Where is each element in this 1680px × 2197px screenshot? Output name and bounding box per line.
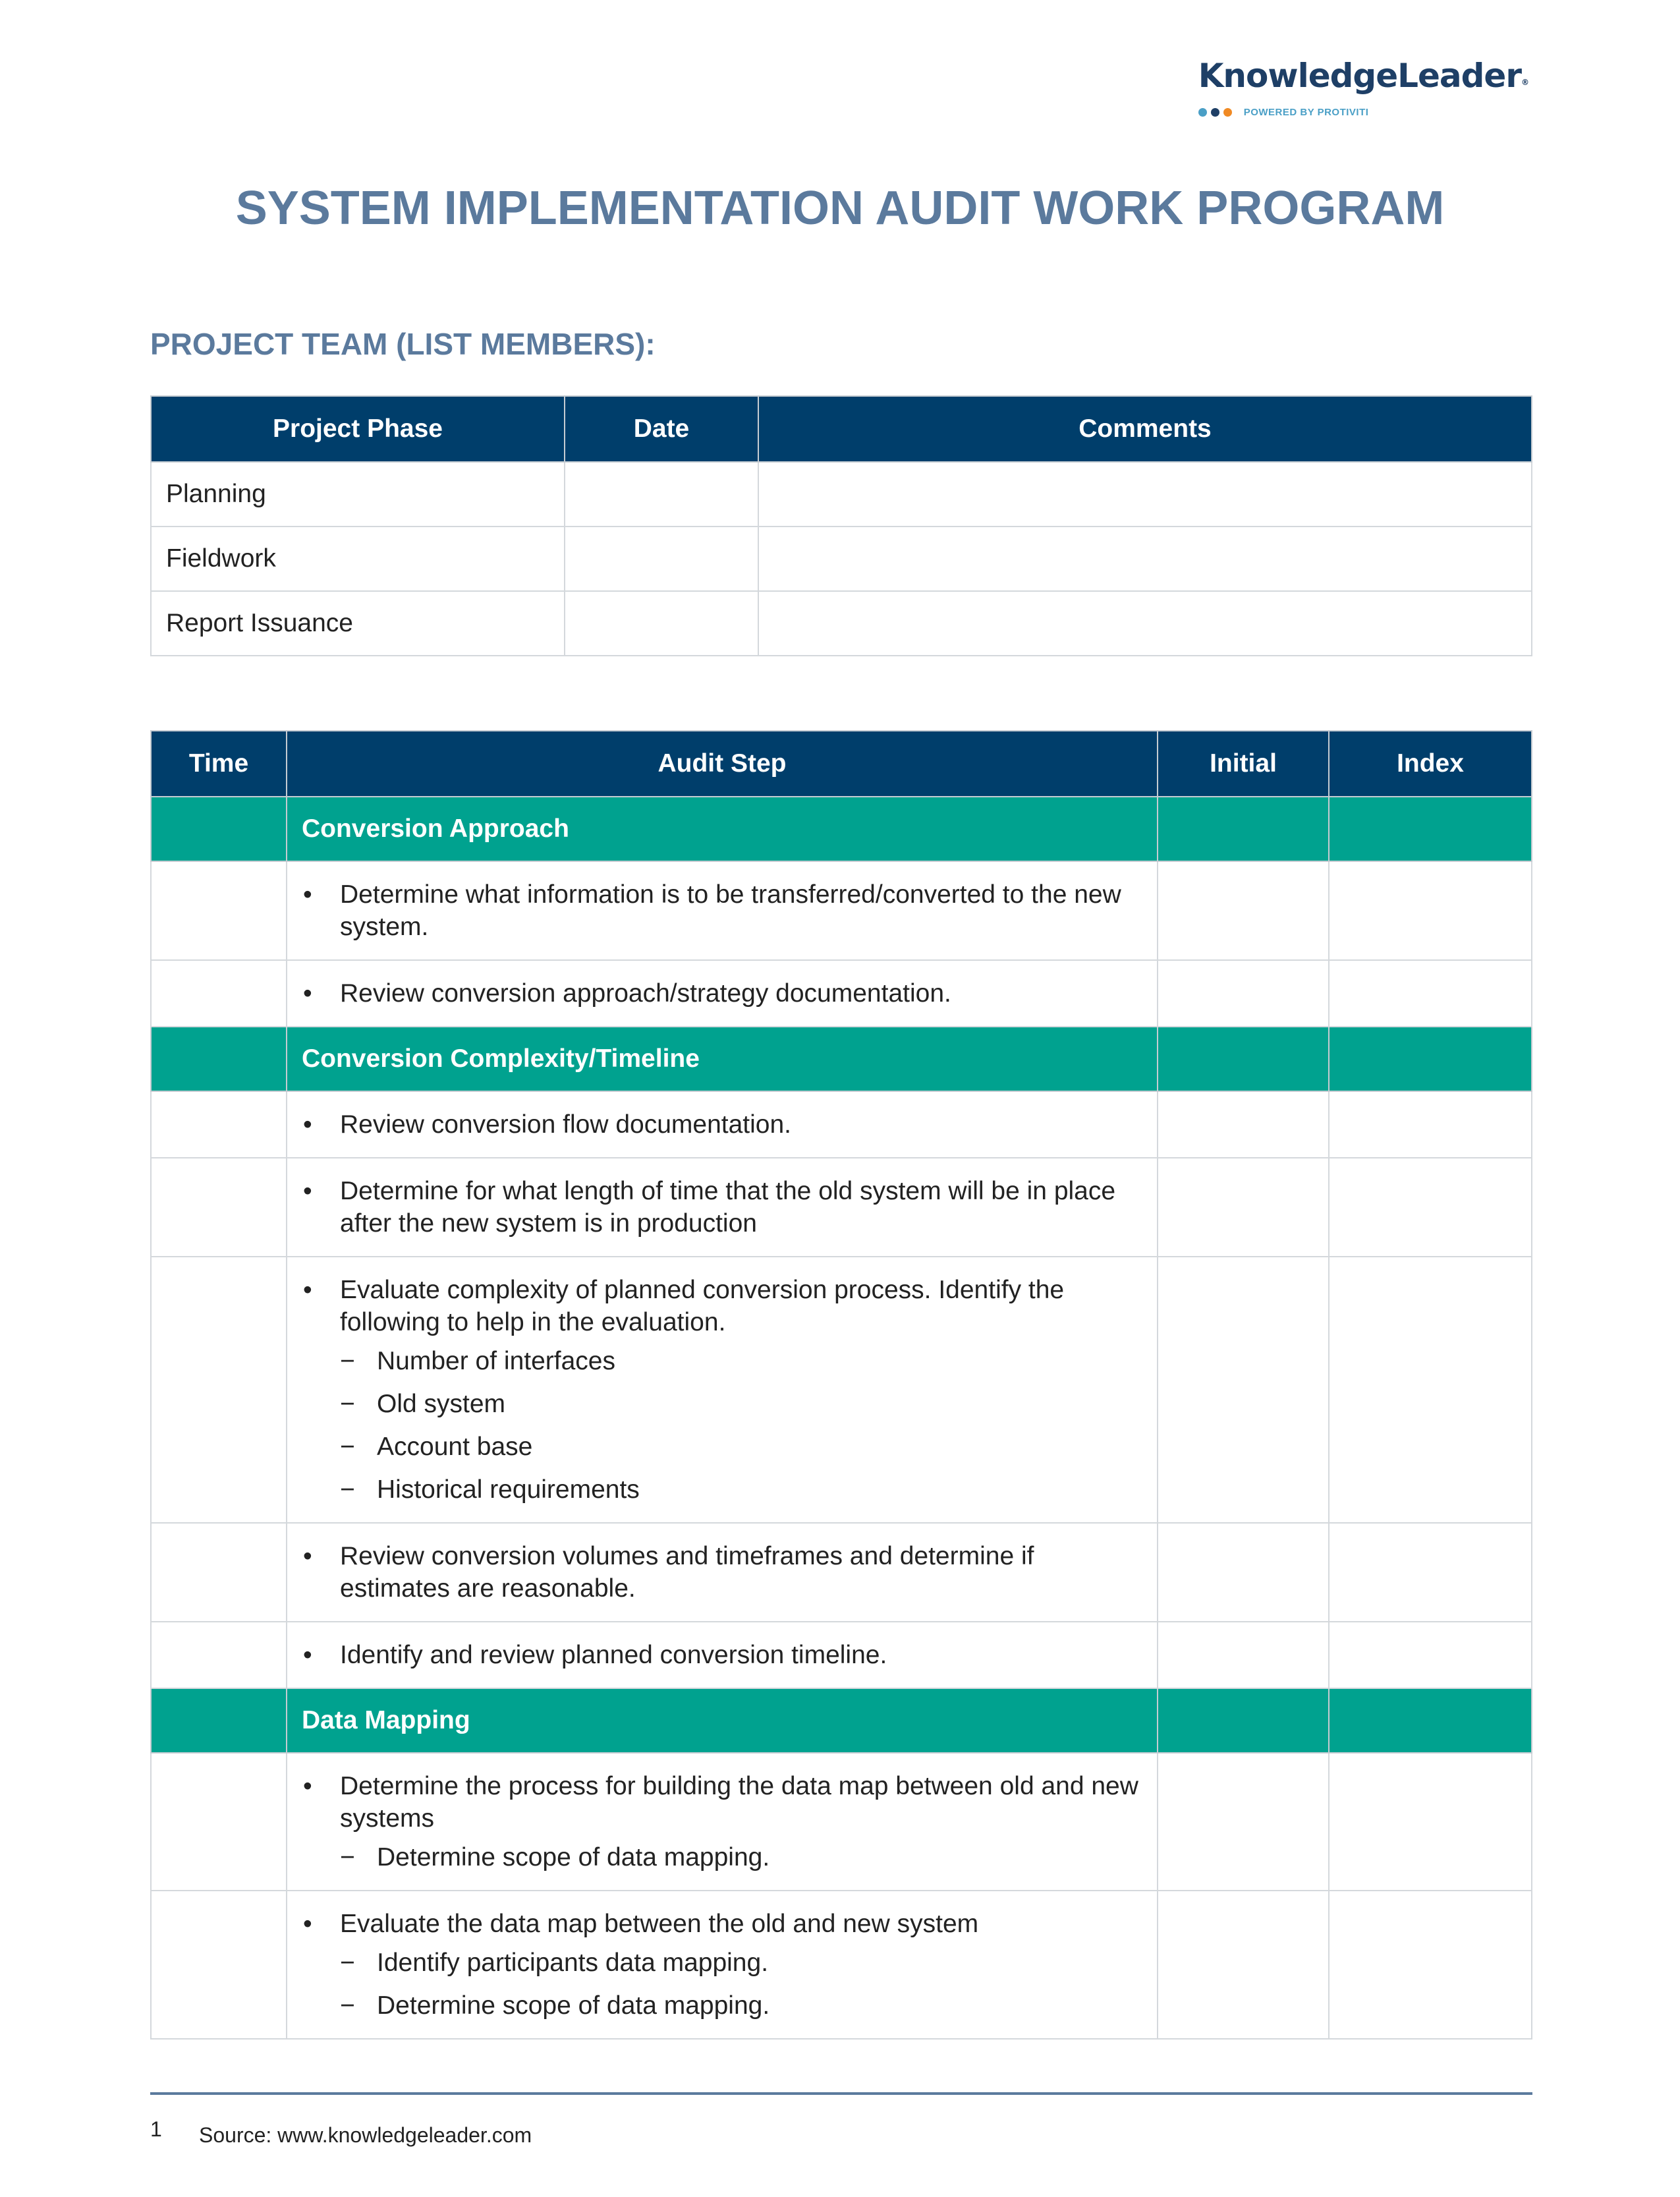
phase-date-cell[interactable] xyxy=(565,462,758,527)
sub-item xyxy=(302,1841,1142,1873)
sub-item-text: Number of interfaces xyxy=(377,1347,615,1375)
step-text: Determine what information is to be transferred/converted to the new system. xyxy=(340,880,1121,941)
step-text: Determine the process for building the data map between old and new systems xyxy=(340,1772,1138,1833)
sub-item-list xyxy=(302,1947,1142,2022)
initial-column-header: Initial xyxy=(1158,731,1329,797)
date-column-header: Date xyxy=(565,396,758,462)
sub-item xyxy=(302,1947,1142,1979)
dash-marker: − xyxy=(340,1347,355,1375)
logo-title-text: KnowledgeLeader xyxy=(1198,57,1521,95)
sub-item-text: Determine scope of data mapping. xyxy=(377,1843,770,1871)
sub-item xyxy=(302,1345,1142,1377)
step-initial-cell[interactable] xyxy=(1158,1158,1329,1257)
audit-step-row xyxy=(151,1091,1532,1158)
phase-name-cell: Report Issuance xyxy=(151,591,565,656)
step-index-cell[interactable] xyxy=(1329,861,1532,960)
phase-comments-cell[interactable] xyxy=(758,462,1532,527)
phase-table-header-row xyxy=(151,396,1532,462)
phase-comments-cell[interactable] xyxy=(758,527,1532,591)
section-index-cell xyxy=(1329,1027,1532,1091)
phase-row xyxy=(151,591,1532,656)
audit-step-cell xyxy=(287,1257,1158,1523)
dash-marker: − xyxy=(340,1433,355,1461)
step-time-cell[interactable] xyxy=(151,1622,287,1688)
bullet-marker: • xyxy=(303,1542,312,1570)
index-column-header: Index xyxy=(1329,731,1532,797)
sub-item xyxy=(302,1388,1142,1420)
audit-step-cell xyxy=(287,1891,1158,2039)
logo-dot-orange xyxy=(1223,108,1232,117)
bullet-marker: • xyxy=(303,880,312,909)
step-bullet-item xyxy=(302,1175,1142,1240)
section-title: Conversion Approach xyxy=(287,797,1158,861)
audit-step-cell xyxy=(287,1622,1158,1688)
step-initial-cell[interactable] xyxy=(1158,1257,1329,1523)
section-title: Data Mapping xyxy=(287,1688,1158,1753)
bullet-marker: • xyxy=(303,1772,312,1800)
step-index-cell[interactable] xyxy=(1329,1091,1532,1158)
step-bullet-item xyxy=(302,878,1142,943)
bullet-marker: • xyxy=(303,1641,312,1669)
dash-marker: − xyxy=(340,1949,355,1977)
step-initial-cell[interactable] xyxy=(1158,861,1329,960)
footer-divider xyxy=(150,2092,1532,2095)
audit-table-header-row xyxy=(151,731,1532,797)
section-initial-cell xyxy=(1158,1027,1329,1091)
step-text: Review conversion approach/strategy documentation. xyxy=(340,979,951,1008)
project-team-label: PROJECT TEAM (LIST MEMBERS): xyxy=(150,327,656,361)
step-initial-cell[interactable] xyxy=(1158,1891,1329,2039)
sub-item xyxy=(302,1989,1142,2022)
step-bullet-item xyxy=(302,1274,1142,1338)
step-text: Review conversion flow documentation. xyxy=(340,1110,792,1139)
audit-step-cell xyxy=(287,1091,1158,1158)
audit-step-row xyxy=(151,1257,1532,1523)
audit-step-row xyxy=(151,1523,1532,1622)
step-text: Evaluate complexity of planned conversion process. Identify the following to help in the evaluation. xyxy=(340,1276,1065,1336)
sub-item-text: Account base xyxy=(377,1433,533,1461)
source-note: Source: www.knowledgeleader.com xyxy=(199,2123,532,2147)
section-time-cell xyxy=(151,1688,287,1753)
document-title: SYSTEM IMPLEMENTATION AUDIT WORK PROGRAM xyxy=(235,182,1445,235)
step-text: Evaluate the data map between the old and new system xyxy=(340,1910,979,1938)
dash-marker: − xyxy=(340,1991,355,2020)
section-header-row xyxy=(151,1027,1532,1091)
logo-subtitle: POWERED BY PROTIVITI xyxy=(1243,107,1369,118)
phase-row xyxy=(151,527,1532,591)
bullet-marker: • xyxy=(303,1276,312,1304)
step-text: Review conversion volumes and timeframes and determine if estimates are reasonable. xyxy=(340,1542,1034,1603)
audit-step-cell xyxy=(287,960,1158,1027)
registered-mark: ® xyxy=(1521,78,1528,87)
step-time-cell[interactable] xyxy=(151,1891,287,2039)
step-index-cell[interactable] xyxy=(1329,1523,1532,1622)
bullet-marker: • xyxy=(303,979,312,1008)
audit-step-row xyxy=(151,1753,1532,1891)
step-initial-cell[interactable] xyxy=(1158,1523,1329,1622)
time-column-header: Time xyxy=(151,731,287,797)
step-time-cell[interactable] xyxy=(151,1523,287,1622)
step-initial-cell[interactable] xyxy=(1158,1622,1329,1688)
logo-dot-blue xyxy=(1198,108,1207,117)
dash-marker: − xyxy=(340,1475,355,1504)
audit-step-cell xyxy=(287,1158,1158,1257)
audit-step-row xyxy=(151,1891,1532,2039)
section-title: Conversion Complexity/Timeline xyxy=(287,1027,1158,1091)
step-index-cell[interactable] xyxy=(1329,960,1532,1027)
step-index-cell[interactable] xyxy=(1329,1891,1532,2039)
section-header-row xyxy=(151,797,1532,861)
audit-step-row xyxy=(151,861,1532,960)
step-bullet-item xyxy=(302,1908,1142,1940)
step-bullet-item xyxy=(302,977,1142,1010)
section-header-row xyxy=(151,1688,1532,1753)
phase-comments-cell[interactable] xyxy=(758,591,1532,656)
section-index-cell xyxy=(1329,1688,1532,1753)
phase-date-cell[interactable] xyxy=(565,527,758,591)
page-number: 1 xyxy=(150,2117,162,2141)
logo-tagline-row xyxy=(1198,107,1528,118)
logo-dots-icon xyxy=(1198,108,1232,117)
sub-item-list xyxy=(302,1345,1142,1506)
step-time-cell[interactable] xyxy=(151,1753,287,1891)
step-text: Identify and review planned conversion timeline. xyxy=(340,1641,887,1669)
step-bullet-item xyxy=(302,1540,1142,1605)
dash-marker: − xyxy=(340,1390,355,1418)
section-index-cell xyxy=(1329,797,1532,861)
sub-item-list xyxy=(302,1841,1142,1873)
step-index-cell[interactable] xyxy=(1329,1158,1532,1257)
section-initial-cell xyxy=(1158,797,1329,861)
dash-marker: − xyxy=(340,1843,355,1871)
step-time-cell[interactable] xyxy=(151,1091,287,1158)
step-index-cell[interactable] xyxy=(1329,1622,1532,1688)
step-initial-cell[interactable] xyxy=(1158,1753,1329,1891)
knowledgeleader-logo xyxy=(1198,53,1528,118)
phase-name-cell: Planning xyxy=(151,462,565,527)
project-phase-table xyxy=(150,395,1532,656)
audit-step-cell xyxy=(287,1523,1158,1622)
phase-name-cell: Fieldwork xyxy=(151,527,565,591)
comments-column-header: Comments xyxy=(758,396,1532,462)
section-initial-cell xyxy=(1158,1688,1329,1753)
sub-item xyxy=(302,1431,1142,1463)
phase-column-header: Project Phase xyxy=(151,396,565,462)
audit-step-row xyxy=(151,1622,1532,1688)
step-time-cell[interactable] xyxy=(151,861,287,960)
phase-row xyxy=(151,462,1532,527)
step-bullet-item xyxy=(302,1108,1142,1141)
sub-item-text: Historical requirements xyxy=(377,1475,640,1504)
sub-item-text: Determine scope of data mapping. xyxy=(377,1991,770,2020)
bullet-marker: • xyxy=(303,1177,312,1205)
logo-dot-navy xyxy=(1211,108,1219,117)
logo-wordmark xyxy=(1198,53,1528,99)
audit-step-cell xyxy=(287,861,1158,960)
sub-item xyxy=(302,1473,1142,1506)
step-initial-cell[interactable] xyxy=(1158,1091,1329,1158)
audit-step-table xyxy=(150,730,1532,2040)
step-time-cell[interactable] xyxy=(151,1158,287,1257)
step-bullet-item xyxy=(302,1639,1142,1671)
bullet-marker: • xyxy=(303,1110,312,1139)
step-index-cell[interactable] xyxy=(1329,1753,1532,1891)
audit-step-cell xyxy=(287,1753,1158,1891)
step-time-cell[interactable] xyxy=(151,1257,287,1523)
sub-item-text: Old system xyxy=(377,1390,506,1418)
step-bullet-item xyxy=(302,1770,1142,1835)
step-text: Determine for what length of time that the old system will be in place after the new system is in production xyxy=(340,1177,1116,1238)
section-time-cell xyxy=(151,1027,287,1091)
audit-step-row xyxy=(151,960,1532,1027)
sub-item-text: Identify participants data mapping. xyxy=(377,1949,769,1977)
step-initial-cell[interactable] xyxy=(1158,960,1329,1027)
step-index-cell[interactable] xyxy=(1329,1257,1532,1523)
step-time-cell[interactable] xyxy=(151,960,287,1027)
audit-step-column-header: Audit Step xyxy=(287,731,1158,797)
bullet-marker: • xyxy=(303,1910,312,1938)
section-time-cell xyxy=(151,797,287,861)
phase-date-cell[interactable] xyxy=(565,591,758,656)
audit-step-row xyxy=(151,1158,1532,1257)
